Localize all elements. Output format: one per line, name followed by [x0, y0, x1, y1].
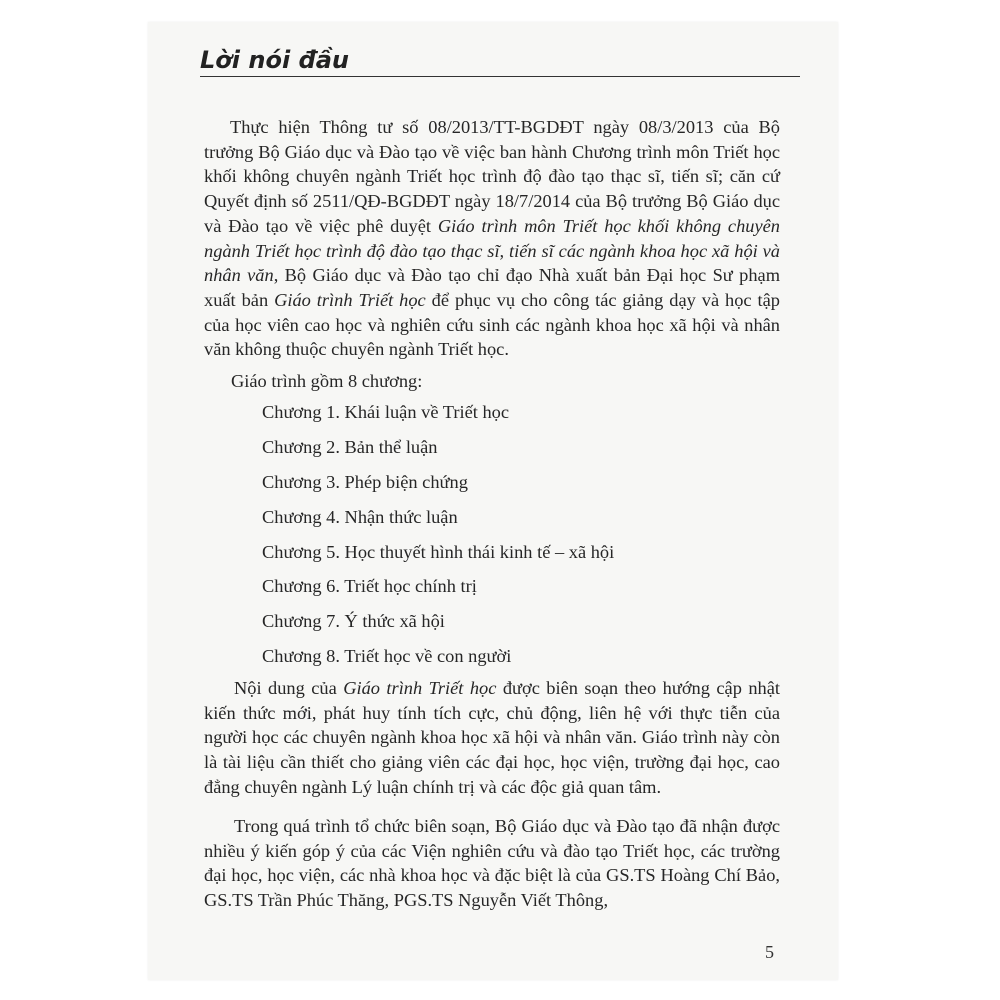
- page-heading: Lời nói đầu: [200, 46, 349, 74]
- paragraph-1-text-a: Thực hiện Thông tư số 08/2013/TT-BGDĐT ngày 08/3/2013 của Bộ trưởng Bộ Giáo dục và Đào tạo về việc ban hành Chương trình môn Triết học khối không chuyên ngành Triết học trình độ đào tạo thạc sĩ, tiến sĩ; căn cứ Quyết định số 2511/QĐ-BGDĐT ngày 18/7/2014 của Bộ trưởng Bộ Giáo dục và Đào tạo về việc phê duyệt: [204, 117, 780, 236]
- paragraph-2-text-a: Nội dung của: [234, 678, 344, 698]
- paragraph-1-text-e: để phục vụ cho công tác giảng dạy và học tập của học viên cao học và nghiên cứu sinh các ngành khoa học xã hội và nhân văn không thuộc chuyên ngành Triết học.: [204, 289, 780, 360]
- chapter-item: Chương 1. Khái luận về Triết học: [262, 402, 510, 422]
- chapters-intro: Giáo trình gồm 8 chương:: [231, 371, 423, 391]
- page-number: 5: [765, 942, 774, 962]
- paragraph-1-text-c: , Bộ Giáo dục và Đào tạo chỉ đạo Nhà xuất bản Đại học Sư phạm xuất bản: [204, 265, 780, 310]
- chapter-item: Chương 4. Nhận thức luận: [262, 506, 458, 527]
- chapter-item: Chương 8. Triết học về con người: [262, 646, 512, 667]
- paragraph-1-title-a: Giáo trình môn Triết học khối không chuyên ngành Triết học trình độ đào tạo thạc sĩ, tiến sĩ các ngành khoa học xã hội và nhân văn: [204, 215, 780, 286]
- chapter-item: Chương 6. Triết học chính trị: [262, 576, 477, 597]
- paragraph-2-text-c: được biên soạn theo hướng cập nhật kiến thức mới, phát huy tính tích cực, chủ động, liên hệ với thực tiễn của người học các chuyên ngành khoa học xã hội và nhân văn. Giáo trình này còn là tài liệu cần thiết cho giảng viên các đại học, học viện, trường đại học, cao đẳng chuyên ngành Lý luận chính trị và các độc giả quan tâm.: [204, 678, 780, 797]
- paragraph-2: [204, 676, 780, 800]
- chapter-item: Chương 2. Bản thể luận: [262, 436, 438, 457]
- chapter-item: Chương 7. Ý thức xã hội: [262, 611, 445, 632]
- paragraph-1: [204, 115, 780, 362]
- chapter-item: Chương 3. Phép biện chứng: [262, 471, 468, 492]
- paragraph-2-title: Giáo trình Triết học: [343, 678, 497, 698]
- heading-rule: [200, 76, 800, 77]
- chapter-list: [262, 402, 614, 681]
- paragraph-1-title-b: Giáo trình Triết học: [274, 289, 426, 310]
- chapter-item: Chương 5. Học thuyết hình thái kinh tế – xã hội: [262, 541, 615, 562]
- paragraph-3: Trong quá trình tổ chức biên soạn, Bộ Giáo dục và Đào tạo đã nhận được nhiều ý kiến góp ý của các Viện nghiên cứu và đào tạo Triết học, các trường đại học, học viện, các nhà khoa học và đặc biệt là của GS.TS Hoàng Chí Bảo, GS.TS Trần Phúc Thăng, PGS.TS Nguyễn Viết Thông,: [204, 816, 780, 911]
